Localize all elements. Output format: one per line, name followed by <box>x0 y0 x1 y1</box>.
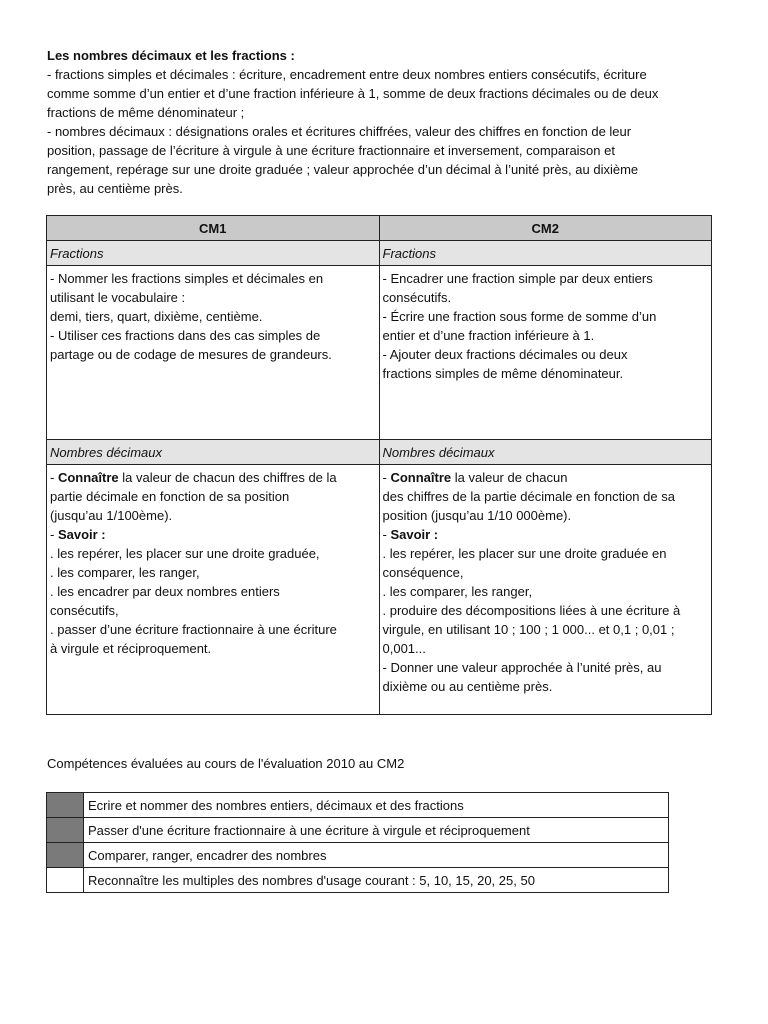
dash: - <box>382 527 391 542</box>
dash: - <box>50 527 58 542</box>
program-table <box>46 215 712 715</box>
cell-line: consécutifs. <box>382 290 452 305</box>
cell-line: . les repérer, les placer sur une droite graduée en <box>382 546 667 561</box>
cell-line: . les encadrer par deux nombres entiers <box>50 584 280 599</box>
header-cm1: CM1 <box>47 216 380 241</box>
cm1-fractions-label: Fractions <box>47 241 380 266</box>
cell-line: conséquence, <box>382 565 464 580</box>
cm2-decimaux-cell <box>379 465 712 715</box>
cell-line <box>50 525 376 544</box>
cell-line: - Écrire une fraction sous forme de somme d’un <box>382 309 657 324</box>
savoir-label: Savoir : <box>57 527 106 542</box>
intro-section <box>47 46 727 198</box>
cell-line: . les comparer, les ranger, <box>50 565 200 580</box>
intro-line: près, au centième près. <box>47 181 183 196</box>
competences-title: Compétences évaluées au cours de l'évaluation 2010 au CM2 <box>47 756 405 771</box>
cm1-fractions-cell <box>47 266 380 440</box>
intro-title: Les nombres décimaux et les fractions : <box>47 48 295 63</box>
decimaux-body-row <box>47 465 712 715</box>
program-header-row <box>47 216 712 241</box>
cell-line: - Nommer les fractions simples et décimales en <box>50 271 324 286</box>
cell-line <box>383 525 709 544</box>
cm1-decimaux-cell <box>47 465 380 715</box>
header-cm2: CM2 <box>379 216 712 241</box>
cell-line: consécutifs, <box>50 603 119 618</box>
fractions-body-row <box>47 266 712 440</box>
cell-line <box>50 468 376 487</box>
intro-line: - fractions simples et décimales : écriture, encadrement entre deux nombres entiers consécutifs, écriture <box>47 67 647 82</box>
connaitre-label: Connaître <box>390 470 452 485</box>
cell-line: dixième ou au centième près. <box>382 679 553 694</box>
cell-line: fractions simples de même dénominateur. <box>382 366 624 381</box>
cell-line: virgule, en utilisant 10 ; 100 ; 1 000... et 0,1 ; 0,01 ; <box>382 622 675 637</box>
competence-text: Reconnaître les multiples des nombres d'usage courant : 5, 10, 15, 20, 25, 50 <box>84 868 669 893</box>
cell-line: (jusqu’au 1/100ème). <box>50 508 173 523</box>
competence-row <box>47 793 669 818</box>
cell-line: 0,001... <box>382 641 426 656</box>
competence-text: Comparer, ranger, encadrer des nombres <box>84 843 669 868</box>
dash: - <box>382 470 391 485</box>
competence-marker <box>47 843 84 868</box>
cell-line: . produire des décompositions liées à une écriture à <box>382 603 681 618</box>
competence-marker <box>47 793 84 818</box>
cell-line: - Donner une valeur approchée à l’unité près, au <box>382 660 662 675</box>
competence-row <box>47 843 669 868</box>
connaitre-rest: la valeur de chacun des chiffres de la <box>118 470 337 485</box>
cell-line: partage ou de codage de mesures de grandeurs. <box>50 347 332 362</box>
intro-line: comme somme d’un entier et d’une fraction inférieure à 1, somme de deux fractions décimales ou de deux <box>47 86 659 101</box>
cell-line <box>383 468 709 487</box>
competence-marker <box>47 818 84 843</box>
connaitre-label: Connaître <box>57 470 119 485</box>
cell-line: - Encadrer une fraction simple par deux entiers <box>382 271 653 286</box>
cell-line: . les comparer, les ranger, <box>382 584 533 599</box>
cm2-fractions-cell <box>379 266 712 440</box>
cell-line: - Utiliser ces fractions dans des cas simples de <box>50 328 321 343</box>
cm2-decimaux-label: Nombres décimaux <box>379 440 712 465</box>
cell-line: position (jusqu’au 1/10 000ème). <box>382 508 572 523</box>
cm1-decimaux-label: Nombres décimaux <box>47 440 380 465</box>
dash: - <box>50 470 58 485</box>
competence-row <box>47 818 669 843</box>
cell-line: - Ajouter deux fractions décimales ou deux <box>382 347 628 362</box>
intro-line: rangement, repérage sur une droite graduée ; valeur approchée d’un décimal à l’unité près, au dixième <box>47 162 639 177</box>
cell-line: . passer d’une écriture fractionnaire à une écriture <box>50 622 337 637</box>
cell-line: partie décimale en fonction de sa position <box>50 489 290 504</box>
fractions-label-row <box>47 241 712 266</box>
connaitre-rest: la valeur de chacun <box>451 470 568 485</box>
intro-line: - nombres décimaux : désignations orales et écritures chiffrées, valeur des chiffres en fonction de leur <box>47 124 632 139</box>
cell-line: des chiffres de la partie décimale en fonction de sa <box>382 489 675 504</box>
cell-line: entier et d’une fraction inférieure à 1. <box>382 328 595 343</box>
savoir-label: Savoir : <box>390 527 439 542</box>
competence-text: Ecrire et nommer des nombres entiers, décimaux et des fractions <box>84 793 669 818</box>
competence-row <box>47 868 669 893</box>
cell-line: à virgule et réciproquement. <box>50 641 212 656</box>
competence-text: Passer d'une écriture fractionnaire à une écriture à virgule et réciproquement <box>84 818 669 843</box>
cell-line: . les repérer, les placer sur une droite graduée, <box>50 546 320 561</box>
competence-marker <box>47 868 84 893</box>
cell-line: demi, tiers, quart, dixième, centième. <box>50 309 263 324</box>
decimaux-label-row <box>47 440 712 465</box>
cm2-fractions-label: Fractions <box>379 241 712 266</box>
intro-line: position, passage de l’écriture à virgule à une écriture fractionnaire et inversement, comparaison et <box>47 143 615 158</box>
competences-table <box>46 792 669 893</box>
intro-line: fractions de même dénominateur ; <box>47 105 245 120</box>
cell-line: utilisant le vocabulaire : <box>50 290 186 305</box>
